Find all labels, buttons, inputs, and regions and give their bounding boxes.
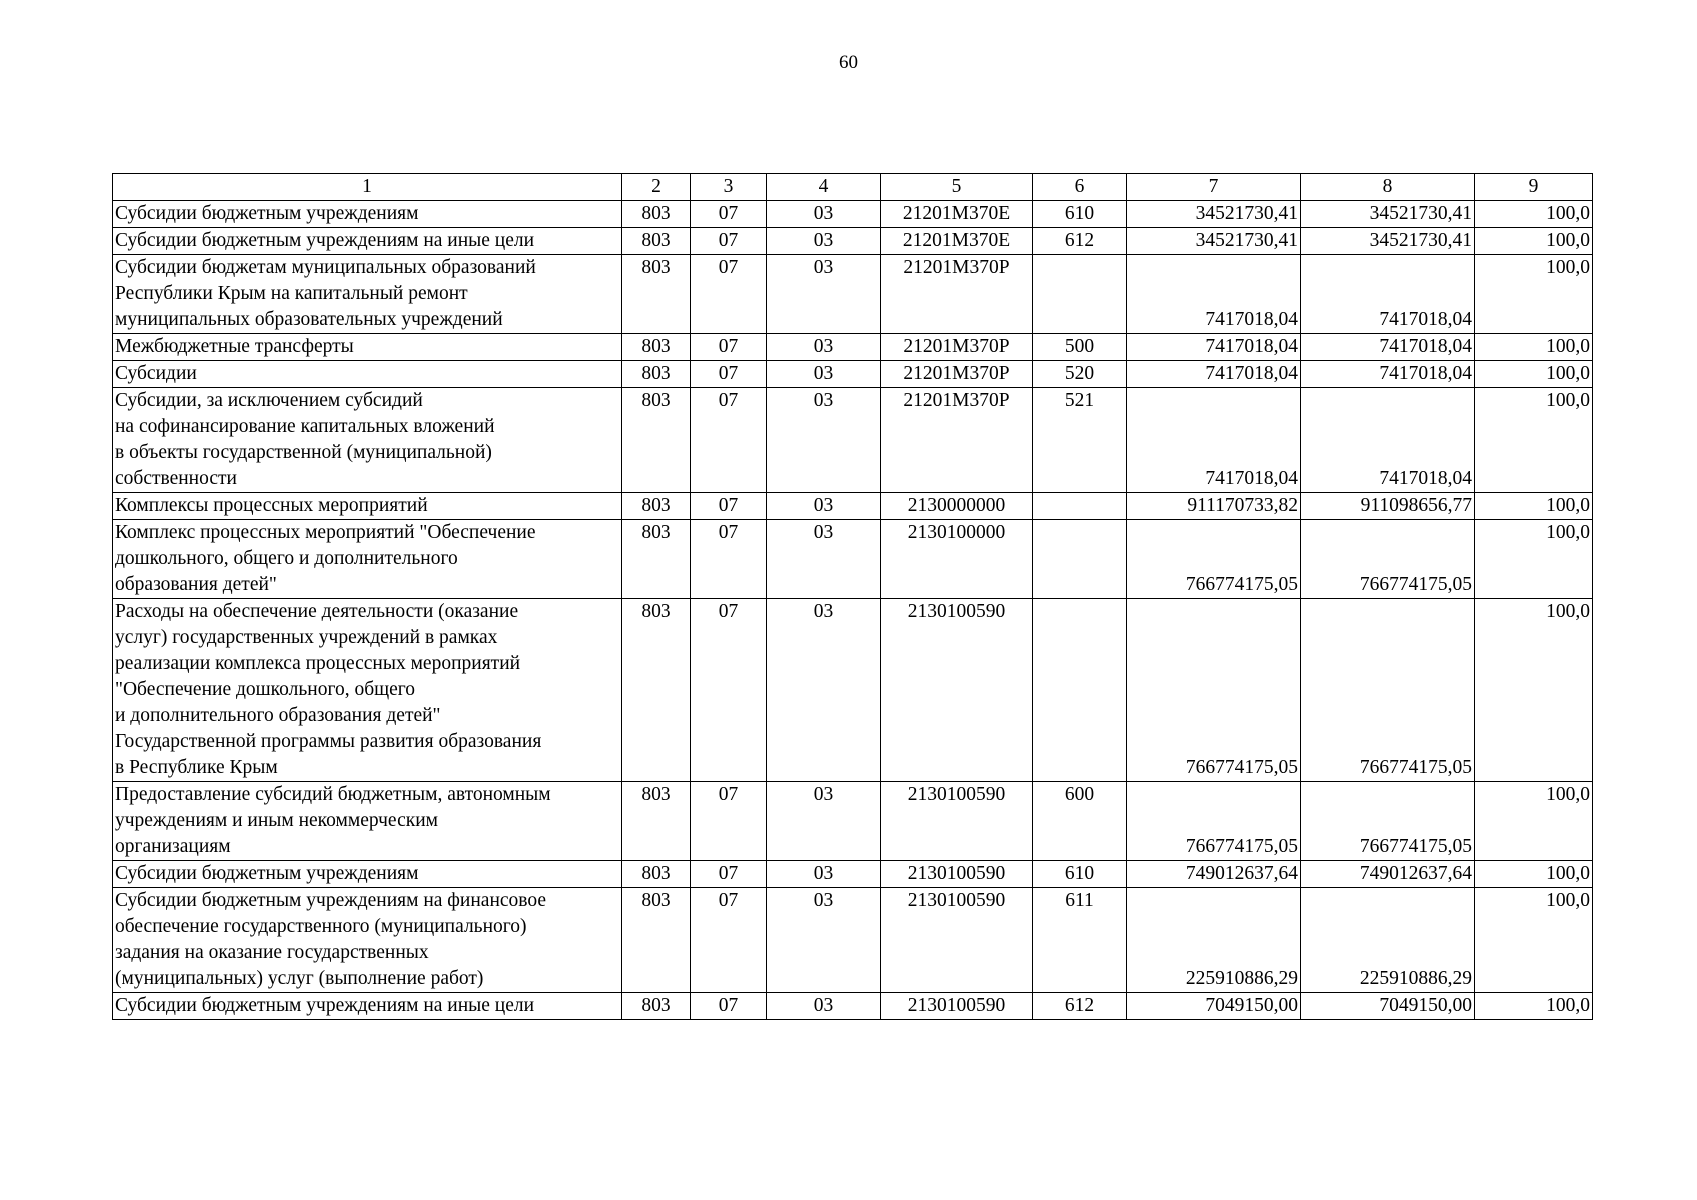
cell-c9: 100,0 (1475, 388, 1593, 493)
cell-c4: 03 (767, 255, 881, 334)
cell-c7: 766774175,05 (1127, 520, 1301, 599)
table-row (113, 201, 1593, 228)
cell-c7: 225910886,29 (1127, 888, 1301, 993)
cell-c7: 7417018,04 (1127, 255, 1301, 334)
cell-c7: 7417018,04 (1127, 388, 1301, 493)
cell-c4: 03 (767, 361, 881, 388)
cell-c9: 100,0 (1475, 361, 1593, 388)
table-row (113, 493, 1593, 520)
row-name: Субсидии бюджетам муниципальных образований Республики Крым на капитальный ремонт муниципальных образовательных учреждений (113, 255, 622, 334)
cell-c9: 100,0 (1475, 255, 1593, 334)
row-name: Субсидии, за исключением субсидий на софинансирование капитальных вложений в объекты государственной (муниципальной) собственности (113, 388, 622, 493)
cell-c6 (1033, 493, 1127, 520)
row-name: Субсидии (113, 361, 622, 388)
cell-c2: 803 (622, 255, 691, 334)
row-name: Предоставление субсидий бюджетным, автономным учреждениям и иным некоммерческим организациям (113, 782, 622, 861)
cell-c2: 803 (622, 334, 691, 361)
cell-c8: 7417018,04 (1301, 255, 1475, 334)
column-number: 2 (622, 174, 691, 201)
column-number: 6 (1033, 174, 1127, 201)
cell-c9: 100,0 (1475, 888, 1593, 993)
table-row (113, 861, 1593, 888)
cell-c5: 21201M370P (881, 255, 1033, 334)
cell-c2: 803 (622, 993, 691, 1020)
cell-c3: 07 (691, 861, 767, 888)
cell-c6: 610 (1033, 201, 1127, 228)
cell-c7: 34521730,41 (1127, 228, 1301, 255)
cell-c8: 7417018,04 (1301, 361, 1475, 388)
cell-c7: 766774175,05 (1127, 599, 1301, 782)
cell-c7: 766774175,05 (1127, 782, 1301, 861)
cell-c8: 911098656,77 (1301, 493, 1475, 520)
row-name: Субсидии бюджетным учреждениям на финансовое обеспечение государственного (муниципального) задания на оказание государственных (муниципальных) услуг (выполнение работ) (113, 888, 622, 993)
cell-c5: 21201M370P (881, 334, 1033, 361)
cell-c5: 2130100590 (881, 782, 1033, 861)
cell-c7: 7417018,04 (1127, 334, 1301, 361)
cell-c6 (1033, 520, 1127, 599)
table-row (113, 888, 1593, 993)
cell-c6: 500 (1033, 334, 1127, 361)
cell-c4: 03 (767, 993, 881, 1020)
cell-c2: 803 (622, 493, 691, 520)
table-row (113, 993, 1593, 1020)
cell-c3: 07 (691, 255, 767, 334)
cell-c5: 2130100590 (881, 599, 1033, 782)
cell-c4: 03 (767, 228, 881, 255)
cell-c3: 07 (691, 201, 767, 228)
cell-c2: 803 (622, 228, 691, 255)
cell-c4: 03 (767, 493, 881, 520)
cell-c4: 03 (767, 782, 881, 861)
table-row (113, 599, 1593, 782)
cell-c7: 749012637,64 (1127, 861, 1301, 888)
table-row (113, 388, 1593, 493)
cell-c3: 07 (691, 993, 767, 1020)
cell-c9: 100,0 (1475, 334, 1593, 361)
cell-c2: 803 (622, 388, 691, 493)
cell-c9: 100,0 (1475, 861, 1593, 888)
column-number: 3 (691, 174, 767, 201)
cell-c9: 100,0 (1475, 493, 1593, 520)
cell-c3: 07 (691, 493, 767, 520)
cell-c6: 611 (1033, 888, 1127, 993)
cell-c7: 7417018,04 (1127, 361, 1301, 388)
page-number: 60 (839, 52, 858, 73)
row-name: Субсидии бюджетным учреждениям (113, 861, 622, 888)
cell-c7: 7049150,00 (1127, 993, 1301, 1020)
cell-c5: 21201M370E (881, 228, 1033, 255)
row-name: Межбюджетные трансферты (113, 334, 622, 361)
cell-c4: 03 (767, 861, 881, 888)
column-number: 9 (1475, 174, 1593, 201)
table-row (113, 334, 1593, 361)
cell-c8: 225910886,29 (1301, 888, 1475, 993)
cell-c2: 803 (622, 599, 691, 782)
cell-c6 (1033, 255, 1127, 334)
cell-c3: 07 (691, 782, 767, 861)
cell-c6: 612 (1033, 993, 1127, 1020)
column-number: 4 (767, 174, 881, 201)
cell-c4: 03 (767, 520, 881, 599)
cell-c8: 749012637,64 (1301, 861, 1475, 888)
cell-c8: 766774175,05 (1301, 599, 1475, 782)
cell-c5: 2130100590 (881, 993, 1033, 1020)
cell-c2: 803 (622, 201, 691, 228)
row-name: Комплекс процессных мероприятий "Обеспечение дошкольного, общего и дополнительного образования детей" (113, 520, 622, 599)
cell-c4: 03 (767, 334, 881, 361)
cell-c6: 520 (1033, 361, 1127, 388)
cell-c5: 21201M370P (881, 361, 1033, 388)
cell-c2: 803 (622, 861, 691, 888)
cell-c5: 21201M370P (881, 388, 1033, 493)
cell-c3: 07 (691, 520, 767, 599)
cell-c6: 612 (1033, 228, 1127, 255)
table-body (113, 174, 1593, 1020)
budget-table (112, 173, 1593, 1020)
cell-c2: 803 (622, 361, 691, 388)
column-number: 7 (1127, 174, 1301, 201)
cell-c5: 2130100000 (881, 520, 1033, 599)
cell-c4: 03 (767, 888, 881, 993)
cell-c6: 600 (1033, 782, 1127, 861)
cell-c9: 100,0 (1475, 993, 1593, 1020)
cell-c8: 766774175,05 (1301, 782, 1475, 861)
cell-c3: 07 (691, 888, 767, 993)
cell-c7: 911170733,82 (1127, 493, 1301, 520)
cell-c8: 34521730,41 (1301, 228, 1475, 255)
table-row (113, 361, 1593, 388)
cell-c3: 07 (691, 599, 767, 782)
cell-c5: 2130100590 (881, 861, 1033, 888)
cell-c2: 803 (622, 782, 691, 861)
column-number: 5 (881, 174, 1033, 201)
cell-c3: 07 (691, 388, 767, 493)
cell-c9: 100,0 (1475, 201, 1593, 228)
row-name: Субсидии бюджетным учреждениям на иные цели (113, 993, 622, 1020)
cell-c4: 03 (767, 599, 881, 782)
row-name: Субсидии бюджетным учреждениям (113, 201, 622, 228)
row-name: Расходы на обеспечение деятельности (оказание услуг) государственных учреждений в рамках реализации комплекса процессных мероприятий "Обеспечение дошкольного, общего и дополнительного образования детей" Государственной программы развития образования в Республике Крым (113, 599, 622, 782)
cell-c9: 100,0 (1475, 599, 1593, 782)
cell-c6 (1033, 599, 1127, 782)
cell-c5: 2130000000 (881, 493, 1033, 520)
cell-c5: 21201M370E (881, 201, 1033, 228)
cell-c6: 610 (1033, 861, 1127, 888)
cell-c3: 07 (691, 334, 767, 361)
table-row (113, 255, 1593, 334)
cell-c2: 803 (622, 888, 691, 993)
row-name: Субсидии бюджетным учреждениям на иные цели (113, 228, 622, 255)
cell-c5: 2130100590 (881, 888, 1033, 993)
column-number-row (113, 174, 1593, 201)
cell-c3: 07 (691, 228, 767, 255)
column-number: 1 (113, 174, 622, 201)
cell-c8: 34521730,41 (1301, 201, 1475, 228)
cell-c2: 803 (622, 520, 691, 599)
cell-c9: 100,0 (1475, 782, 1593, 861)
column-number: 8 (1301, 174, 1475, 201)
cell-c7: 34521730,41 (1127, 201, 1301, 228)
cell-c4: 03 (767, 201, 881, 228)
table-row (113, 228, 1593, 255)
table-row (113, 782, 1593, 861)
cell-c8: 766774175,05 (1301, 520, 1475, 599)
row-name: Комплексы процессных мероприятий (113, 493, 622, 520)
cell-c6: 521 (1033, 388, 1127, 493)
cell-c8: 7417018,04 (1301, 334, 1475, 361)
cell-c8: 7417018,04 (1301, 388, 1475, 493)
cell-c3: 07 (691, 361, 767, 388)
table-row (113, 520, 1593, 599)
cell-c4: 03 (767, 388, 881, 493)
cell-c8: 7049150,00 (1301, 993, 1475, 1020)
cell-c9: 100,0 (1475, 228, 1593, 255)
cell-c9: 100,0 (1475, 520, 1593, 599)
